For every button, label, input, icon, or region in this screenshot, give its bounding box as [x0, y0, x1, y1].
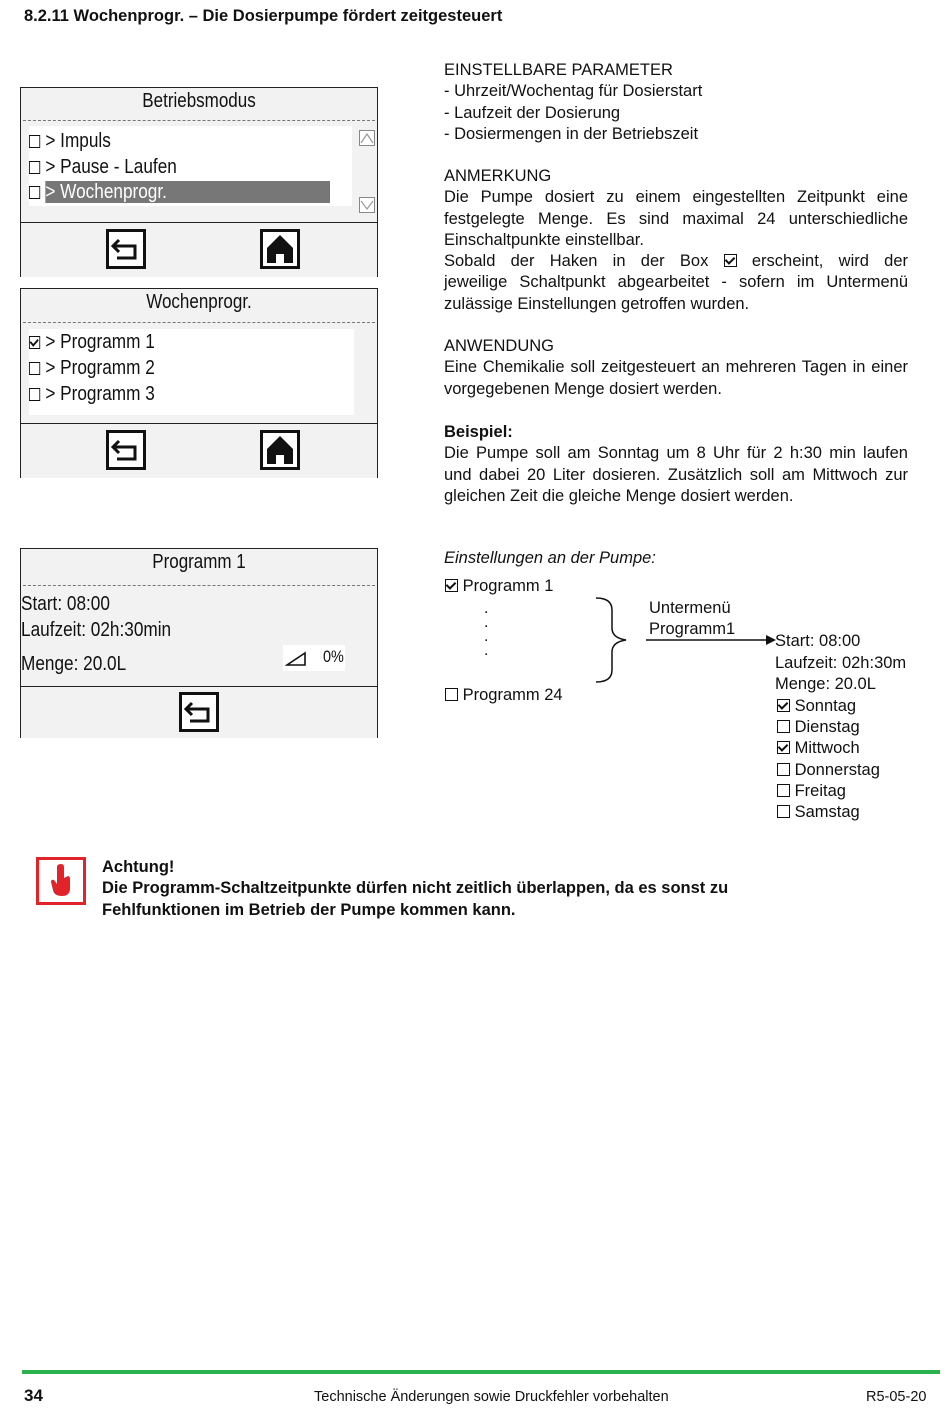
detail-laufzeit: Laufzeit: 02h:30m	[775, 654, 907, 672]
screen-programm1	[20, 548, 378, 738]
list-item-programm-2[interactable]: > Programm 2	[29, 356, 155, 380]
laufzeit-value: Laufzeit: 02h:30min	[21, 619, 172, 641]
param-item: - Uhrzeit/Wochentag für Dosierstart	[444, 82, 703, 101]
home-icon	[263, 232, 297, 266]
submenu-label-2: Programm1	[649, 620, 736, 638]
diagram-programm-24: Programm 24	[445, 686, 563, 705]
checkbox-checked-icon	[29, 336, 40, 349]
list-item-programm-1[interactable]: > Programm 1	[29, 330, 155, 354]
home-icon	[263, 433, 297, 467]
screen-title: Betriebsmodus	[142, 90, 256, 112]
checkbox-icon	[29, 135, 40, 148]
beispiel-heading: Beispiel:	[444, 423, 513, 441]
scroll-down-icon[interactable]	[359, 197, 375, 213]
day-sonntag: Sonntag	[777, 697, 856, 716]
checkbox-checked-icon	[445, 579, 458, 592]
back-icon	[109, 433, 143, 467]
page-number: 34	[24, 1386, 43, 1405]
anmerkung-text3: jeweilige Schaltpunkt abgearbeitet - sofern im Untermenü zulässige Einstellungen getroffen wurden.	[444, 273, 908, 313]
warning-body: Die Programm-Schaltzeitpunkte dürfen nicht zeitlich überlappen, da es sonst zu Fehlfunktionen im Betrieb der Pumpe kommen kann.	[102, 879, 729, 919]
screen-wochenprogr	[20, 288, 378, 478]
back-button[interactable]	[106, 430, 146, 470]
day-mittwoch: Mittwoch	[777, 739, 860, 758]
checkbox-icon	[29, 186, 40, 199]
footer-line	[22, 1370, 940, 1374]
checkbox-icon	[777, 763, 790, 776]
footer-center: Technische Änderungen sowie Druckfehler vorbehalten	[314, 1389, 669, 1405]
checkbox-icon	[777, 805, 790, 818]
checkbox-icon	[445, 688, 458, 701]
checkbox-icon	[29, 388, 40, 401]
back-icon	[109, 232, 143, 266]
list-item-programm-3[interactable]: > Programm 3	[29, 382, 155, 406]
back-icon	[182, 695, 216, 729]
home-button[interactable]	[260, 430, 300, 470]
checkbox-icon	[29, 161, 40, 174]
day-samstag: Samstag	[777, 803, 860, 822]
list-item-wochenprogr[interactable]: > Wochenprogr.	[29, 180, 330, 204]
screen-betriebsmodus	[20, 87, 378, 277]
menge-value: Menge: 20.0L	[21, 653, 127, 675]
submenu-label-1: Untermenü	[649, 599, 731, 617]
ramp-icon	[283, 645, 345, 671]
day-donnerstag: Donnerstag	[777, 761, 880, 780]
checkbox-checked-icon	[777, 741, 790, 754]
anmerkung-heading: ANMERKUNG	[444, 167, 552, 185]
anmerkung-text: Die Pumpe dosiert zu einem eingestellten Zeitpunkt eine festgelegte Menge. Es sind maximal 24 unterschiedliche Einschaltpunkte einstellbar.	[444, 188, 908, 249]
beispiel-block	[444, 422, 908, 507]
warning-heading: Achtung!	[102, 858, 175, 876]
param-item: - Laufzeit der Dosierung	[444, 103, 621, 122]
start-value: Start: 08:00	[21, 593, 110, 615]
percent-value: 0%	[323, 647, 344, 666]
screen-title: Wochenprogr.	[146, 291, 252, 313]
home-button[interactable]	[260, 229, 300, 269]
param-item: - Dosiermengen in der Betriebszeit	[444, 124, 699, 143]
checkbox-checked-icon	[724, 254, 737, 267]
list-item-impuls[interactable]: > Impuls	[29, 129, 111, 153]
checkbox-icon	[777, 720, 790, 733]
warning-hand-icon	[36, 857, 86, 905]
params-block	[444, 60, 908, 145]
params-heading: EINSTELLBARE PARAMETER	[444, 61, 673, 79]
day-freitag: Freitag	[777, 782, 846, 801]
diagram-programm-1: Programm 1	[445, 577, 553, 596]
checkbox-icon	[29, 362, 40, 375]
checkbox-icon	[777, 784, 790, 797]
anmerkung-block	[444, 166, 908, 315]
scroll-up-icon[interactable]	[359, 130, 375, 146]
anmerkung-text2: Sobald der Haken in der Box erscheint, wird der	[444, 252, 909, 271]
anwendung-block	[444, 336, 908, 400]
beispiel-text: Die Pumpe soll am Sonntag um 8 Uhr für 2 h:30 min laufen und dabei 20 Liter dosieren. Zusätzlich soll am Mittwoch zur gleichen Zeit die gleiche Menge dosiert werden.	[444, 444, 908, 505]
warning-text	[102, 857, 842, 921]
list-item-pause-laufen[interactable]: > Pause - Laufen	[29, 155, 177, 179]
back-button[interactable]	[106, 229, 146, 269]
day-dienstag: Dienstag	[777, 718, 860, 737]
ellipsis-dots: . . . .	[484, 600, 489, 659]
screen-title: Programm 1	[152, 551, 246, 573]
einstellungen-heading: Einstellungen an der Pumpe:	[444, 549, 656, 567]
detail-menge: Menge: 20.0L	[775, 675, 876, 693]
anwendung-text: Eine Chemikalie soll zeitgesteuert an mehreren Tagen in einer vorgegebenen Menge dosiert werden.	[444, 358, 908, 398]
footer-right: R5-05-20	[866, 1389, 927, 1405]
section-title: 8.2.11 Wochenprogr. – Die Dosierpumpe fördert zeitgesteuert	[24, 7, 503, 25]
anwendung-heading: ANWENDUNG	[444, 337, 554, 355]
back-button[interactable]	[179, 692, 219, 732]
detail-start: Start: 08:00	[775, 632, 861, 650]
checkbox-checked-icon	[777, 699, 790, 712]
